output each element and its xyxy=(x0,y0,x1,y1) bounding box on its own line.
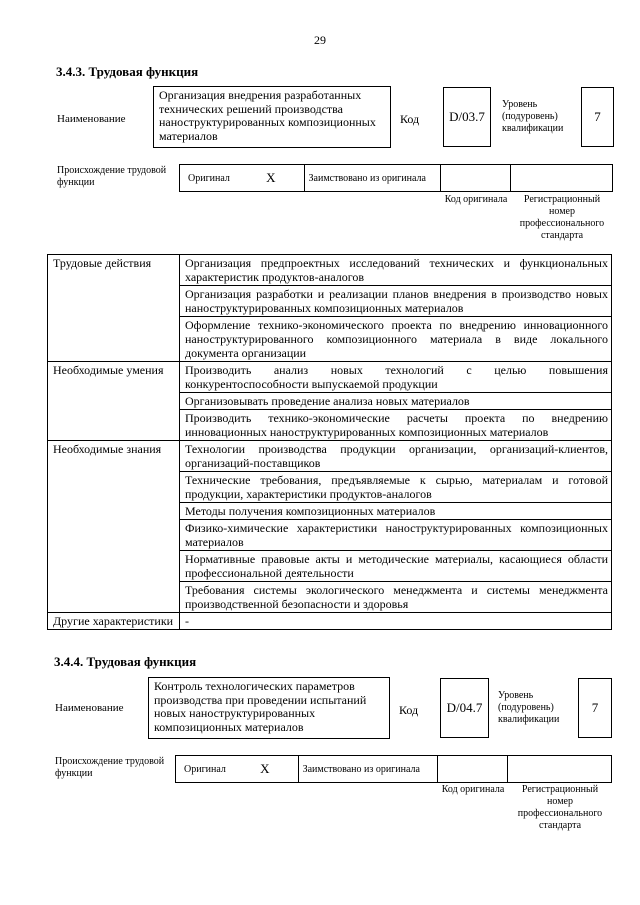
skill-item: Производить анализ новых технологий с целью повышения конкурентоспособности выпускаемой продукции xyxy=(180,362,612,393)
code-label: Код xyxy=(400,112,420,126)
code-value: D/04.7 xyxy=(440,678,489,738)
name-label: Наименование xyxy=(57,113,126,125)
level-value: 7 xyxy=(578,678,612,738)
other-characteristics-label: Другие характеристики xyxy=(48,613,180,630)
page-number: 29 xyxy=(314,33,326,47)
labor-actions-label: Трудовые действия xyxy=(48,255,180,362)
name-label: Наименование xyxy=(55,702,124,714)
skill-item: Организовывать проведение анализа новых материалов xyxy=(180,393,612,410)
knowledge-item: Методы получения композиционных материалов xyxy=(180,503,612,520)
function-name: Контроль технологических параметров производства при проведении испытаний новых наноструктурированных композиционных материалов xyxy=(148,677,390,739)
code-value: D/03.7 xyxy=(443,87,491,147)
required-skills-label: Необходимые умения xyxy=(48,362,180,441)
borrowed-label: Заимствовано из оригинала xyxy=(308,172,426,184)
other-characteristics-value: - xyxy=(180,613,612,630)
reg-number-label: Регистрационный номер профессионального стандарта xyxy=(519,194,605,241)
knowledge-item: Технологии производства продукции организации, организаций-клиентов, организаций-поставщиков xyxy=(180,441,612,472)
knowledge-item: Нормативные правовые акты и методические материалы, касающиеся области профессиональной деятельности xyxy=(180,551,612,582)
labor-function-table xyxy=(47,254,612,630)
code-original-label: Код оригинала xyxy=(441,784,505,795)
knowledge-item: Технические требования, предъявляемые к сырью, материалам и готовой продукции, характеристики продуктов-аналогов xyxy=(180,472,612,503)
level-label: Уровень (подуровень) квалификации xyxy=(502,99,564,134)
code-original-label: Код оригинала xyxy=(444,194,508,205)
skill-item: Производить технико-экономические расчеты проекта по внедрению инновационных наноструктурированных композиционных материалов xyxy=(180,410,612,441)
code-label: Код xyxy=(399,703,419,717)
level-label: Уровень (подуровень) квалификации xyxy=(498,690,560,725)
knowledge-item: Физико-химические характеристики наноструктурированных композиционных материалов xyxy=(180,520,612,551)
origin-row xyxy=(175,755,612,783)
level-value: 7 xyxy=(581,87,614,147)
function-name: Организация внедрения разработанных технических решений производства наноструктурированных композиционных материалов xyxy=(153,86,391,148)
borrowed-label: Заимствовано из оригинала xyxy=(302,763,420,775)
original-mark: X xyxy=(260,761,270,776)
required-knowledge-label: Необходимые знания xyxy=(48,441,180,613)
origin-row xyxy=(179,164,613,192)
section-title: 3.4.4. Трудовая функция xyxy=(54,654,197,669)
original-mark: X xyxy=(266,170,276,185)
knowledge-item: Требования системы экологического менеджмента и системы менеджмента производственной безопасности и здоровья xyxy=(180,582,612,613)
origin-label: Происхождение трудовой функции xyxy=(57,165,167,188)
original-label: Оригинал xyxy=(188,172,230,184)
labor-action: Организация предпроектных исследований технических и функциональных характеристик продуктов-аналогов xyxy=(180,255,612,286)
labor-action: Организация разработки и реализации планов внедрения в производство новых наноструктурированных композиционных материалов xyxy=(180,286,612,317)
original-label: Оригинал xyxy=(184,763,226,775)
origin-label: Происхождение трудовой функции xyxy=(55,756,165,779)
reg-number-label: Регистрационный номер профессионального стандарта xyxy=(517,784,603,831)
labor-action: Оформление технико-экономического проекта по внедрению инновационного наноструктурированного композиционного материала в виде локального документа организации xyxy=(180,317,612,362)
section-title: 3.4.3. Трудовая функция xyxy=(56,64,199,79)
